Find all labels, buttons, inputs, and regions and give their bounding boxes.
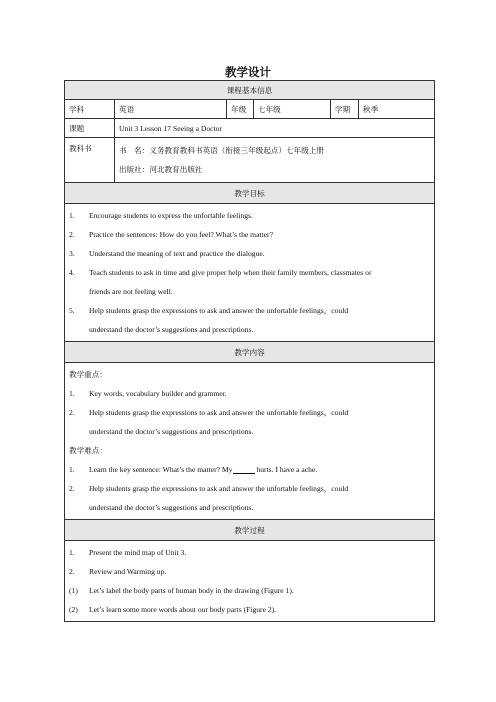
objective-item: 5. Help students grasp the expressions to ask and answer the unfortable feelings，could <box>69 306 349 315</box>
key-points-label: 教学重点： <box>69 370 107 379</box>
content-header: 教学内容 <box>65 342 435 363</box>
process-item: (2) Let’s learn some more words about our body parts (Figure 2). <box>69 605 277 614</box>
subject-value: 英语 <box>115 100 227 119</box>
objective-item: 1. Encourage students to express the unfortable feelings. <box>69 211 253 220</box>
objective-item-cont: friends are not feeling well. <box>89 287 173 296</box>
book-name: 书 名：义务教育教科书英语（衔接三年级起点）七年级上册 <box>119 146 325 155</box>
objective-item: 3. Understand the meaning of text and practice the dialogue. <box>69 249 265 258</box>
objectives-header: 教学目标 <box>65 183 435 204</box>
subject-label: 学科 <box>65 100 115 119</box>
document-title: 教学设计 <box>225 65 271 79</box>
lesson-plan-table <box>64 80 435 622</box>
term-label: 学期 <box>331 100 359 119</box>
content-list <box>65 363 435 520</box>
objective-item: 4. Teach students to ask in time and give proper help when their family members, classmates or <box>69 268 372 277</box>
lesson-value: Unit 3 Lesson 17 Seeing a Doctor <box>115 119 435 138</box>
fill-blank <box>233 465 255 474</box>
basic-info-header: 课程基本信息 <box>65 81 435 100</box>
publisher: 出版社：河北教育出版社 <box>119 165 203 174</box>
process-item: 1. Present the mind map of Unit 3. <box>69 548 187 557</box>
difficult-points-label: 教学难点： <box>69 446 107 455</box>
key-point-item: 1. Key words, vocabulary builder and grammer. <box>69 389 227 398</box>
process-header: 教学过程 <box>65 520 435 541</box>
key-point-item: 2. Help students grasp the expressions to ask and answer the unfortable feelings，could <box>69 408 349 417</box>
lesson-label: 课题 <box>65 119 115 138</box>
difficult-point-item-cont: understand the doctor’s suggestions and prescriptions. <box>89 503 254 512</box>
difficult-point-item: 2. Help students grasp the expressions to ask and answer the unfortable feelings，could <box>69 484 349 493</box>
key-point-item-cont: understand the doctor’s suggestions and prescriptions. <box>89 427 254 436</box>
objective-item: 2. Practice the sentences: How do you feel? What’s the matter? <box>69 230 273 239</box>
grade-label: 年级 <box>227 100 254 119</box>
process-list <box>65 541 435 622</box>
process-item: 2. Review and Warming up. <box>69 567 167 576</box>
objectives-list <box>65 204 435 342</box>
process-item: (1) Let’s label the body parts of human body in the drawing (Figure 1). <box>69 586 294 595</box>
term-value: 秋季 <box>359 100 435 119</box>
objective-item-cont: understand the doctor’s suggestions and prescriptions. <box>89 325 254 334</box>
difficult-point-item: 1. Learn the key sentence: What’s the matter? My hurts. I have a ache. <box>69 465 318 474</box>
textbook-label: 教科书 <box>65 138 115 183</box>
grade-value: 七年级 <box>254 100 331 119</box>
textbook-info <box>115 138 435 183</box>
